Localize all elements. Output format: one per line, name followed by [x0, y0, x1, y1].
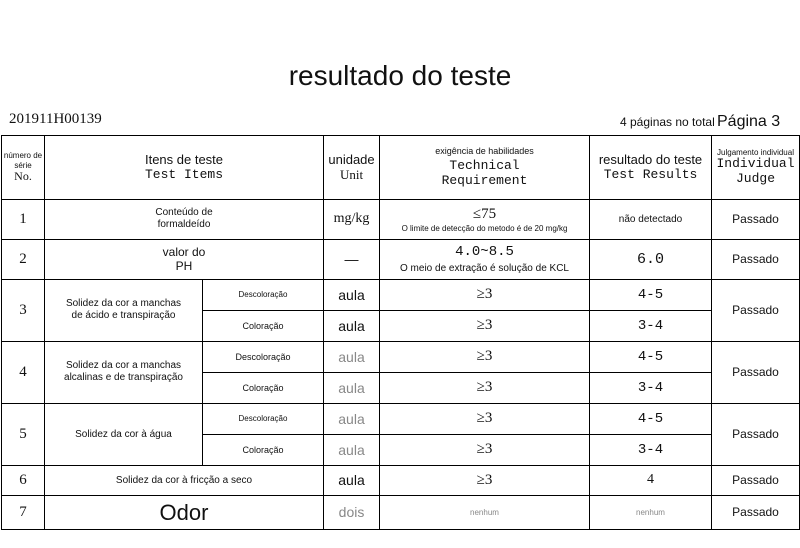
header-req-pt: exigência de habilidades	[435, 145, 534, 156]
row-result: 3-4	[590, 311, 712, 342]
header-unit-en: Unit	[339, 166, 364, 182]
row-requirement: ≥3	[380, 466, 590, 496]
header-serial-pt: número de série	[3, 151, 43, 170]
row-requirement: ≥3	[380, 342, 590, 373]
table-row	[2, 466, 800, 496]
row-subitem: Coloração	[203, 311, 324, 342]
row-number: 1	[2, 200, 45, 240]
row-result: 3-4	[590, 373, 712, 404]
row-result: 3-4	[590, 435, 712, 466]
row-number: 6	[2, 466, 45, 496]
row-unit: aula	[324, 342, 380, 373]
table-row	[2, 342, 800, 373]
row-result: nenhum	[590, 496, 712, 530]
row-unit: aula	[324, 373, 380, 404]
row-number: 7	[2, 496, 45, 530]
row-requirement: ≥3	[380, 311, 590, 342]
row-result: 4-5	[590, 404, 712, 435]
results-table	[1, 135, 800, 530]
row-unit: mg/kg	[324, 200, 380, 240]
row-unit: aula	[324, 404, 380, 435]
row-item-text: Solidez da cor a manchas alcalinas e de transpiração	[64, 360, 183, 383]
row-item	[45, 342, 203, 404]
row-result: 4-5	[590, 342, 712, 373]
row-item-text: Solidez da cor a manchas de ácido e transpiração	[65, 298, 182, 321]
row-subitem: Descoloração	[203, 404, 324, 435]
row-item: Solidez da cor à fricção a seco	[45, 466, 324, 496]
row-subitem: Descoloração	[203, 342, 324, 373]
row-requirement: ≥3	[380, 280, 590, 311]
row-unit: aula	[324, 435, 380, 466]
header-result-en: Test Results	[603, 166, 698, 182]
row-unit: dois	[324, 496, 380, 530]
row-judge: Passado	[712, 496, 800, 530]
table-row	[2, 496, 800, 530]
header-req-en1: Technical	[449, 158, 520, 174]
header-requirement	[380, 136, 590, 200]
row-requirement: ≥3	[380, 373, 590, 404]
row-judge: Passado	[712, 200, 800, 240]
row-number: 4	[2, 342, 45, 404]
header-unit	[324, 136, 380, 200]
row-requirement: ≥3	[380, 404, 590, 435]
table-row	[2, 404, 800, 435]
header-serial	[2, 136, 45, 200]
header-req-en2: Requirement	[441, 173, 528, 189]
page-title: resultado do teste	[288, 60, 512, 91]
row-judge: Passado	[712, 404, 800, 466]
row-item-line1: valor do	[162, 244, 206, 259]
row-unit: aula	[324, 311, 380, 342]
row-number: 3	[2, 280, 45, 342]
row-requirement: ≥3	[380, 435, 590, 466]
header-row	[2, 136, 800, 200]
row-result: 6.0	[590, 240, 712, 280]
table-row	[2, 280, 800, 311]
row-unit: aula	[324, 280, 380, 311]
table-row	[2, 240, 800, 280]
row-unit: aula	[324, 466, 380, 496]
row-unit: —	[324, 240, 380, 280]
row-item	[45, 240, 324, 280]
row-item-line2: PH	[175, 258, 193, 273]
row-item: Solidez da cor à água	[45, 404, 203, 466]
header-unit-pt: unidade	[328, 151, 375, 167]
row-item: Odor	[45, 496, 324, 530]
header-judge-en1: Individual	[716, 156, 795, 172]
row-judge: Passado	[712, 280, 800, 342]
header-judge-pt: Julgamento individual	[717, 147, 794, 157]
row-result: não detectado	[590, 200, 712, 240]
header-result	[590, 136, 712, 200]
row-number: 5	[2, 404, 45, 466]
row-number: 2	[2, 240, 45, 280]
header-items-pt: Itens de teste	[144, 151, 224, 167]
row-requirement: nenhum	[380, 496, 590, 530]
page-number: Página 3	[717, 113, 781, 130]
table-row	[2, 200, 800, 240]
row-req-value: 4.0~8.5	[455, 244, 514, 261]
row-result: 4	[590, 466, 712, 496]
row-item	[45, 280, 203, 342]
header-judge	[712, 136, 800, 200]
row-item-text: Conteúdo de formaldeído	[155, 207, 213, 230]
header-items-en: Test Items	[144, 166, 223, 182]
row-item	[45, 200, 324, 240]
header-judge-en2: Judge	[735, 171, 775, 187]
pages-total: 4 páginas no total	[620, 115, 715, 129]
header-items	[45, 136, 324, 200]
row-requirement	[380, 240, 590, 280]
row-judge: Passado	[712, 466, 800, 496]
row-subitem: Coloração	[203, 435, 324, 466]
report-number: 201911H00139	[9, 111, 102, 127]
row-requirement	[380, 200, 590, 240]
row-subitem: Coloração	[203, 373, 324, 404]
header-serial-en: No.	[14, 168, 32, 183]
header-result-pt: resultado do teste	[598, 151, 703, 167]
row-result: 4-5	[590, 280, 712, 311]
row-subitem: Descoloração	[203, 280, 324, 311]
row-judge: Passado	[712, 240, 800, 280]
row-req-note: O limite de detecção do metodo é de 20 mg/kg	[401, 223, 568, 233]
row-judge: Passado	[712, 342, 800, 404]
row-req-note: O meio de extração é solução de KCL	[400, 263, 569, 275]
row-req-value: ≤75	[472, 206, 497, 223]
